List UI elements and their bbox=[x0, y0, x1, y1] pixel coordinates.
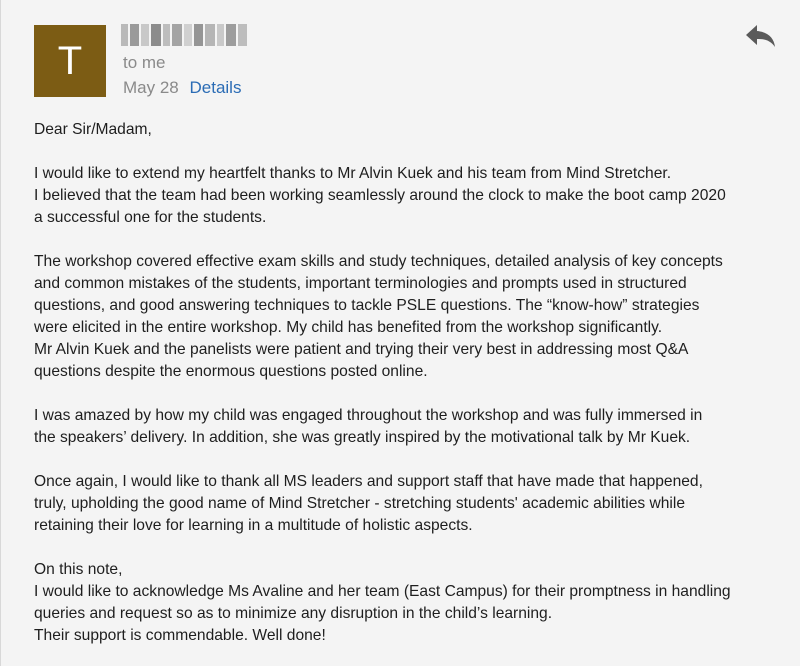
paragraph-line: the speakers’ delivery. In addition, she was greatly inspired by the motivational talk by Mr Kuek. bbox=[34, 429, 691, 446]
sender-name-redacted bbox=[121, 24, 247, 46]
paragraph-line: The workshop covered effective exam skills and study techniques, detailed analysis of key concepts bbox=[34, 253, 723, 270]
paragraph-line: I was amazed by how my child was engaged throughout the workshop and was fully immersed in bbox=[34, 407, 703, 424]
paragraph-line: retaining their love for learning in a multitude of holistic aspects. bbox=[34, 517, 473, 534]
recipient-label: to me bbox=[123, 53, 166, 72]
reply-button[interactable] bbox=[743, 22, 779, 50]
greeting: Dear Sir/Madam, bbox=[34, 121, 152, 138]
date-line bbox=[123, 78, 241, 98]
paragraph-line: I believed that the team had been working seamlessly around the clock to make the boot camp 2020 bbox=[34, 187, 726, 204]
paragraph-line: questions despite the enormous questions posted online. bbox=[34, 363, 428, 380]
paragraph-line: were elicited in the entire workshop. My child has benefited from the workshop significantly. bbox=[34, 319, 663, 336]
details-link[interactable]: Details bbox=[189, 78, 242, 97]
paragraph-line: truly, upholding the good name of Mind Stretcher - stretching students' academic abilities while bbox=[34, 495, 686, 512]
paragraph-line: a successful one for the students. bbox=[34, 209, 267, 226]
paragraph-line: On this note, bbox=[34, 561, 123, 578]
paragraph-line: I would like to extend my heartfelt thanks to Mr Alvin Kuek and his team from Mind Stretcher. bbox=[34, 165, 672, 182]
paragraph-line: Once again, I would like to thank all MS leaders and support staff that have made that happened, bbox=[34, 473, 703, 490]
paragraph-line: and common mistakes of the students, important terminologies and prompts used in structured bbox=[34, 275, 687, 292]
paragraph-line: Their support is commendable. Well done! bbox=[34, 627, 326, 644]
message-body bbox=[34, 119, 789, 647]
paragraph-line: queries and request so as to minimize any disruption in the child’s learning. bbox=[34, 605, 553, 622]
paragraph-line: questions, and good answering techniques to tackle PSLE questions. The “know-how” strategies bbox=[34, 297, 700, 314]
reply-icon bbox=[743, 22, 779, 50]
sender-avatar[interactable]: T bbox=[34, 25, 106, 97]
message-date: May 28 bbox=[123, 78, 179, 97]
paragraph-line: I would like to acknowledge Ms Avaline and her team (East Campus) for their promptness in handling bbox=[34, 583, 731, 600]
paragraph-line: Mr Alvin Kuek and the panelists were patient and trying their very best in addressing most Q&A bbox=[34, 341, 689, 358]
